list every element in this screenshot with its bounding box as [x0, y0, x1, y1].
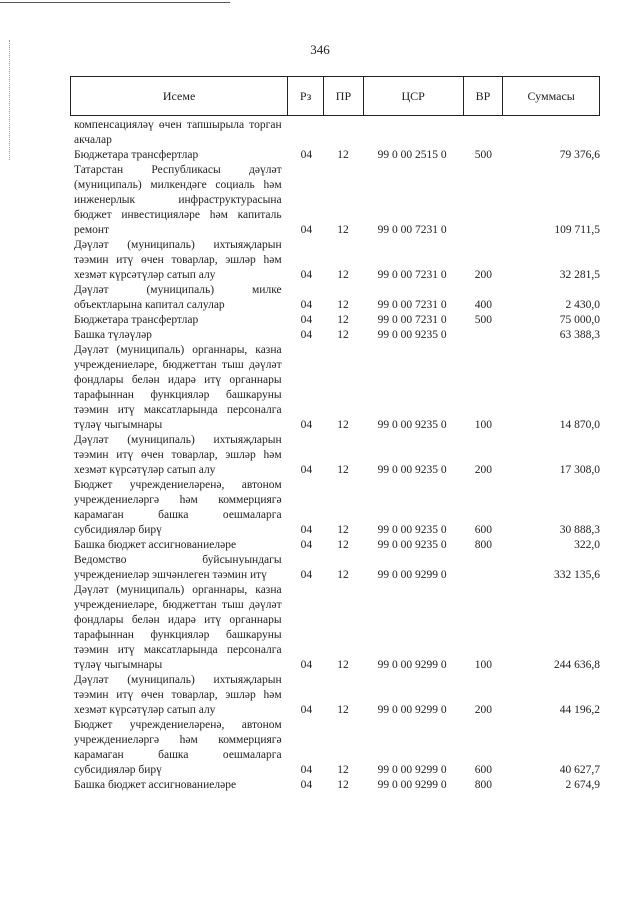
csr-cell: 99 0 00 9299 0: [377, 779, 447, 791]
pr-cell: 12: [337, 269, 349, 281]
csr-cell: 99 0 00 7231 0: [377, 299, 447, 311]
rz-cell: 04: [300, 464, 313, 476]
pr-cell: 12: [337, 764, 349, 776]
rz-cell: 04: [300, 524, 313, 536]
table-row: [74, 328, 600, 343]
name-cell: Дәүләт (муниципаль) милке объектларына капитал салулар: [74, 284, 282, 311]
header-pr: ПР: [324, 77, 364, 115]
csr-cell: 99 0 00 2515 0: [377, 149, 447, 161]
table-row: [74, 238, 600, 283]
name-cell: Бюджетара трансфертлар: [74, 314, 199, 326]
name-cell: Башка түләүләр: [74, 329, 152, 341]
header-rz: Рз: [288, 77, 324, 115]
name-cell: Татарстан Республикасы дәүләт (муниципаль) милкендәге социаль һәм инженерлык инфраструктурасына бюджет инвестицияләре һәм капиталь ремонт: [74, 164, 282, 236]
table-row: [74, 718, 600, 778]
sum-cell: 32 281,5: [559, 269, 600, 281]
pr-cell: 12: [337, 224, 349, 236]
sum-cell: 44 196,2: [559, 704, 600, 716]
sum-cell: 109 711,5: [554, 224, 600, 236]
header-vr: ВР: [464, 77, 504, 115]
table-body: [74, 118, 600, 793]
csr-cell: 99 0 00 9299 0: [377, 569, 447, 581]
sum-cell: 30 888,3: [559, 524, 600, 536]
vr-cell: 600: [474, 524, 492, 536]
sum-cell: 2 430,0: [565, 299, 600, 311]
csr-cell: 99 0 00 7231 0: [377, 269, 447, 281]
pr-cell: 12: [337, 539, 349, 551]
rz-cell: 04: [300, 269, 313, 281]
sum-cell: 14 870,0: [559, 419, 600, 431]
sum-cell: 332 135,6: [554, 569, 600, 581]
vr-cell: 100: [474, 659, 492, 671]
top-rule: [0, 2, 230, 3]
table-header: [70, 76, 600, 116]
table-row: [74, 553, 600, 583]
pr-cell: 12: [337, 419, 349, 431]
name-cell: Дәүләт (муниципаль) ихтыяҗларын тәэмин итү өчен товарлар, эшләр һәм хезмәт күрсәтүләр сатып алу: [74, 434, 282, 476]
pr-cell: 12: [337, 779, 349, 791]
name-cell: Дәүләт (муниципаль) органнары, казна учреждениеләре, бюджеттан тыш дәүләт фондлары белән идарә итү органнары тарафыннан функцияләр башкаруны тәэмин итү максатларында персоналга түләү чыгымнары: [74, 344, 282, 431]
name-cell: Бюджет учреждениеләренә, автоном учреждениеләргә һәм коммерциягә карамаган башка оешмаларга субсидияләр бирү: [74, 479, 282, 536]
vr-cell: 200: [474, 269, 492, 281]
table-row: [74, 583, 600, 673]
table-row: [74, 433, 600, 478]
table-row: [74, 163, 600, 238]
rz-cell: 04: [300, 764, 313, 776]
pr-cell: 12: [337, 329, 349, 341]
header-sum: Суммасы: [527, 88, 575, 103]
name-cell: Бюджет учреждениеләренә, автоном учреждениеләргә һәм коммерциягә карамаган башка оешмаларга субсидияләр бирү: [74, 719, 282, 776]
pr-cell: 12: [337, 314, 349, 326]
table-row: [74, 283, 600, 313]
name-cell: Ведомство буйсынуындагы учреждениеләр эшчәнлеген тәэмин итү: [74, 554, 282, 581]
rz-cell: 04: [300, 539, 313, 551]
table-row: [74, 673, 600, 718]
rz-cell: 04: [300, 299, 313, 311]
rz-cell: 04: [300, 329, 313, 341]
csr-cell: 99 0 00 9235 0: [377, 524, 447, 536]
csr-cell: 99 0 00 9235 0: [377, 419, 447, 431]
rz-cell: 04: [300, 419, 313, 431]
pr-cell: 12: [337, 464, 349, 476]
vr-cell: 200: [474, 704, 492, 716]
sum-cell: 322,0: [574, 539, 600, 551]
name-cell: Дәүләт (муниципаль) ихтыяҗларын тәэмин итү өчен товарлар, эшләр һәм хезмәт күрсәтүләр сатып алу: [74, 674, 282, 716]
sum-cell: 17 308,0: [559, 464, 600, 476]
csr-cell: 99 0 00 9299 0: [377, 764, 447, 776]
name-cell: Башка бюджет ассигнованиеләре: [74, 539, 237, 551]
table-row: [74, 313, 600, 328]
rz-cell: 04: [300, 779, 313, 791]
csr-cell: 99 0 00 9235 0: [377, 539, 447, 551]
sum-cell: 40 627,7: [559, 764, 600, 776]
csr-cell: 99 0 00 7231 0: [377, 224, 447, 236]
name-cell: Башка бюджет ассигнованиеләре: [74, 779, 237, 791]
pr-cell: 12: [337, 704, 349, 716]
name-cell: Бюджетара трансфертлар: [74, 149, 199, 161]
table-row: [74, 778, 600, 793]
table-row: [74, 118, 600, 148]
csr-cell: 99 0 00 7231 0: [377, 314, 447, 326]
pr-cell: 12: [337, 569, 349, 581]
rz-cell: 04: [300, 149, 313, 161]
rz-cell: 04: [300, 224, 313, 236]
name-cell: Дәүләт (муниципаль) ихтыяҗларын тәэмин итү өчен товарлар, эшләр һәм хезмәт күрсәтүләр сатып алу: [74, 239, 282, 281]
table-row: [74, 343, 600, 433]
csr-cell: 99 0 00 9235 0: [377, 464, 447, 476]
vr-cell: 200: [474, 464, 492, 476]
rz-cell: 04: [300, 659, 313, 671]
table-row: [74, 478, 600, 538]
vr-cell: 400: [474, 299, 492, 311]
sum-cell: 2 674,9: [565, 779, 600, 791]
pr-cell: 12: [337, 659, 349, 671]
rz-cell: 04: [300, 569, 313, 581]
vr-cell: 600: [474, 764, 492, 776]
vr-cell: 800: [474, 539, 492, 551]
csr-cell: 99 0 00 9299 0: [377, 659, 447, 671]
rz-cell: 04: [300, 704, 313, 716]
page-number: 346: [310, 42, 330, 57]
pr-cell: 12: [337, 524, 349, 536]
header-csr: ЦСР: [364, 77, 464, 115]
csr-cell: 99 0 00 9235 0: [377, 329, 447, 341]
table-row: [74, 148, 600, 163]
table-row: [74, 538, 600, 553]
pr-cell: 12: [337, 299, 349, 311]
csr-cell: 99 0 00 9299 0: [377, 704, 447, 716]
header-name: Исеме: [71, 77, 288, 115]
name-cell: компенсацияләү өчен тапшырыла торган акчалар: [74, 119, 282, 146]
sum-cell: 75 000,0: [559, 314, 600, 326]
sum-cell: 244 636,8: [554, 659, 600, 671]
vr-cell: 800: [474, 779, 492, 791]
vr-cell: 100: [474, 419, 492, 431]
vr-cell: 500: [474, 314, 492, 326]
pr-cell: 12: [337, 149, 349, 161]
sum-cell: 79 376,6: [559, 149, 600, 161]
sum-cell: 63 388,3: [559, 329, 600, 341]
vr-cell: 500: [474, 149, 492, 161]
name-cell: Дәүләт (муниципаль) органнары, казна учреждениеләре, бюджеттан тыш дәүләт фондлары белән идарә итү органнары тарафыннан функцияләр башкаруны тәэмин итү максатларында персоналга түләү чыгымнары: [74, 584, 282, 671]
rz-cell: 04: [300, 314, 313, 326]
scan-marks: [9, 40, 13, 160]
